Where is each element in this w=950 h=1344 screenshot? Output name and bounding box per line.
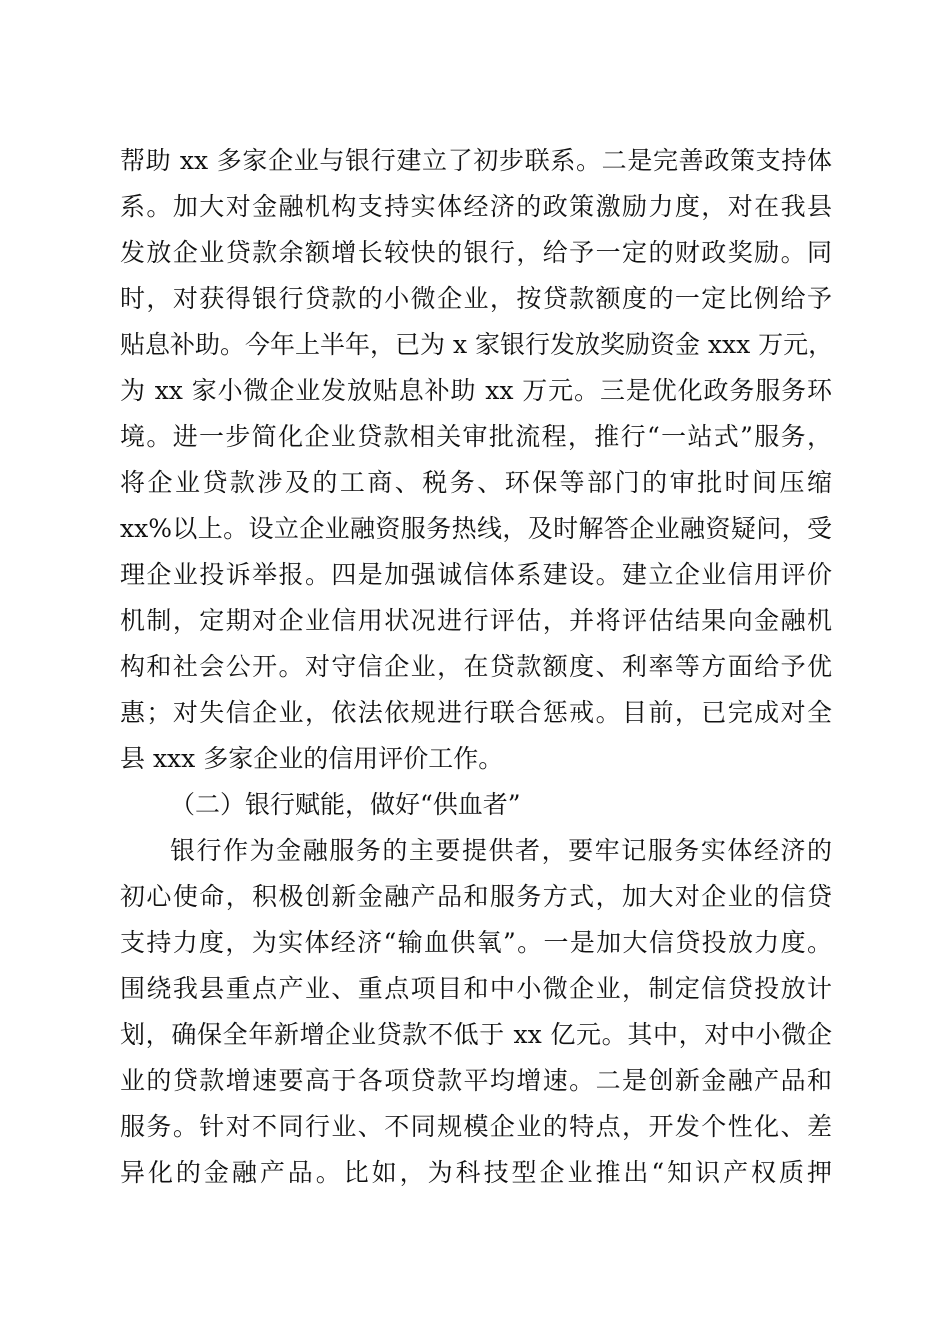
- text-line: 系。加大对金融机构支持实体经济的政策激励力度，对在我县: [120, 192, 832, 221]
- text-line: 境。进一步简化企业贷款相关审批流程，推行“一站式”服务，: [120, 422, 832, 451]
- text-line: 围绕我县重点产业、重点项目和中小微企业，制定信贷投放计: [120, 974, 832, 1003]
- text-line: 机制，定期对企业信用状况进行评估，并将评估结果向金融机: [120, 606, 832, 635]
- text-line: 划，确保全年新增企业贷款不低于 xx 亿元。其中，对中小微企: [120, 1020, 832, 1049]
- text-line: 服务。针对不同行业、不同规模企业的特点，开发个性化、差: [120, 1112, 832, 1141]
- text-line: 为 xx 家小微企业发放贴息补助 xx 万元。三是优化政务服务环: [120, 376, 832, 405]
- text-line: 支持力度，为实体经济“输血供氧”。一是加大信贷投放力度。: [120, 928, 832, 957]
- text-line: 贴息补助。今年上半年，已为 x 家银行发放奖励资金 xxx 万元，: [120, 330, 834, 359]
- section-heading: （二）银行赋能，做好“供血者”: [170, 790, 521, 819]
- text-line: 银行作为金融服务的主要提供者，要牢记服务实体经济的: [170, 836, 832, 865]
- text-line: 构和社会公开。对守信企业，在贷款额度、利率等方面给予优: [120, 652, 832, 681]
- text-line: 将企业贷款涉及的工商、税务、环保等部门的审批时间压缩: [120, 468, 832, 497]
- text-line: 帮助 xx 多家企业与银行建立了初步联系。二是完善政策支持体: [120, 146, 832, 175]
- text-line: 异化的金融产品。比如，为科技型企业推出“知识产权质押: [120, 1158, 832, 1187]
- text-line: 发放企业贷款余额增长较快的银行，给予一定的财政奖励。同: [120, 238, 832, 267]
- text-line: 惠；对失信企业，依法依规进行联合惩戒。目前，已完成对全: [120, 698, 832, 727]
- text-line: 时，对获得银行贷款的小微企业，按贷款额度的一定比例给予: [120, 284, 832, 313]
- text-line: 理企业投诉举报。四是加强诚信体系建设。建立企业信用评价: [120, 560, 832, 589]
- text-line: 业的贷款增速要高于各项贷款平均增速。二是创新金融产品和: [120, 1066, 832, 1095]
- text-line: 县 xxx 多家企业的信用评价工作。: [120, 744, 504, 773]
- text-line: 初心使命，积极创新金融产品和服务方式，加大对企业的信贷: [120, 882, 832, 911]
- text-line: xx%以上。设立企业融资服务热线，及时解答企业融资疑问，受: [120, 514, 832, 543]
